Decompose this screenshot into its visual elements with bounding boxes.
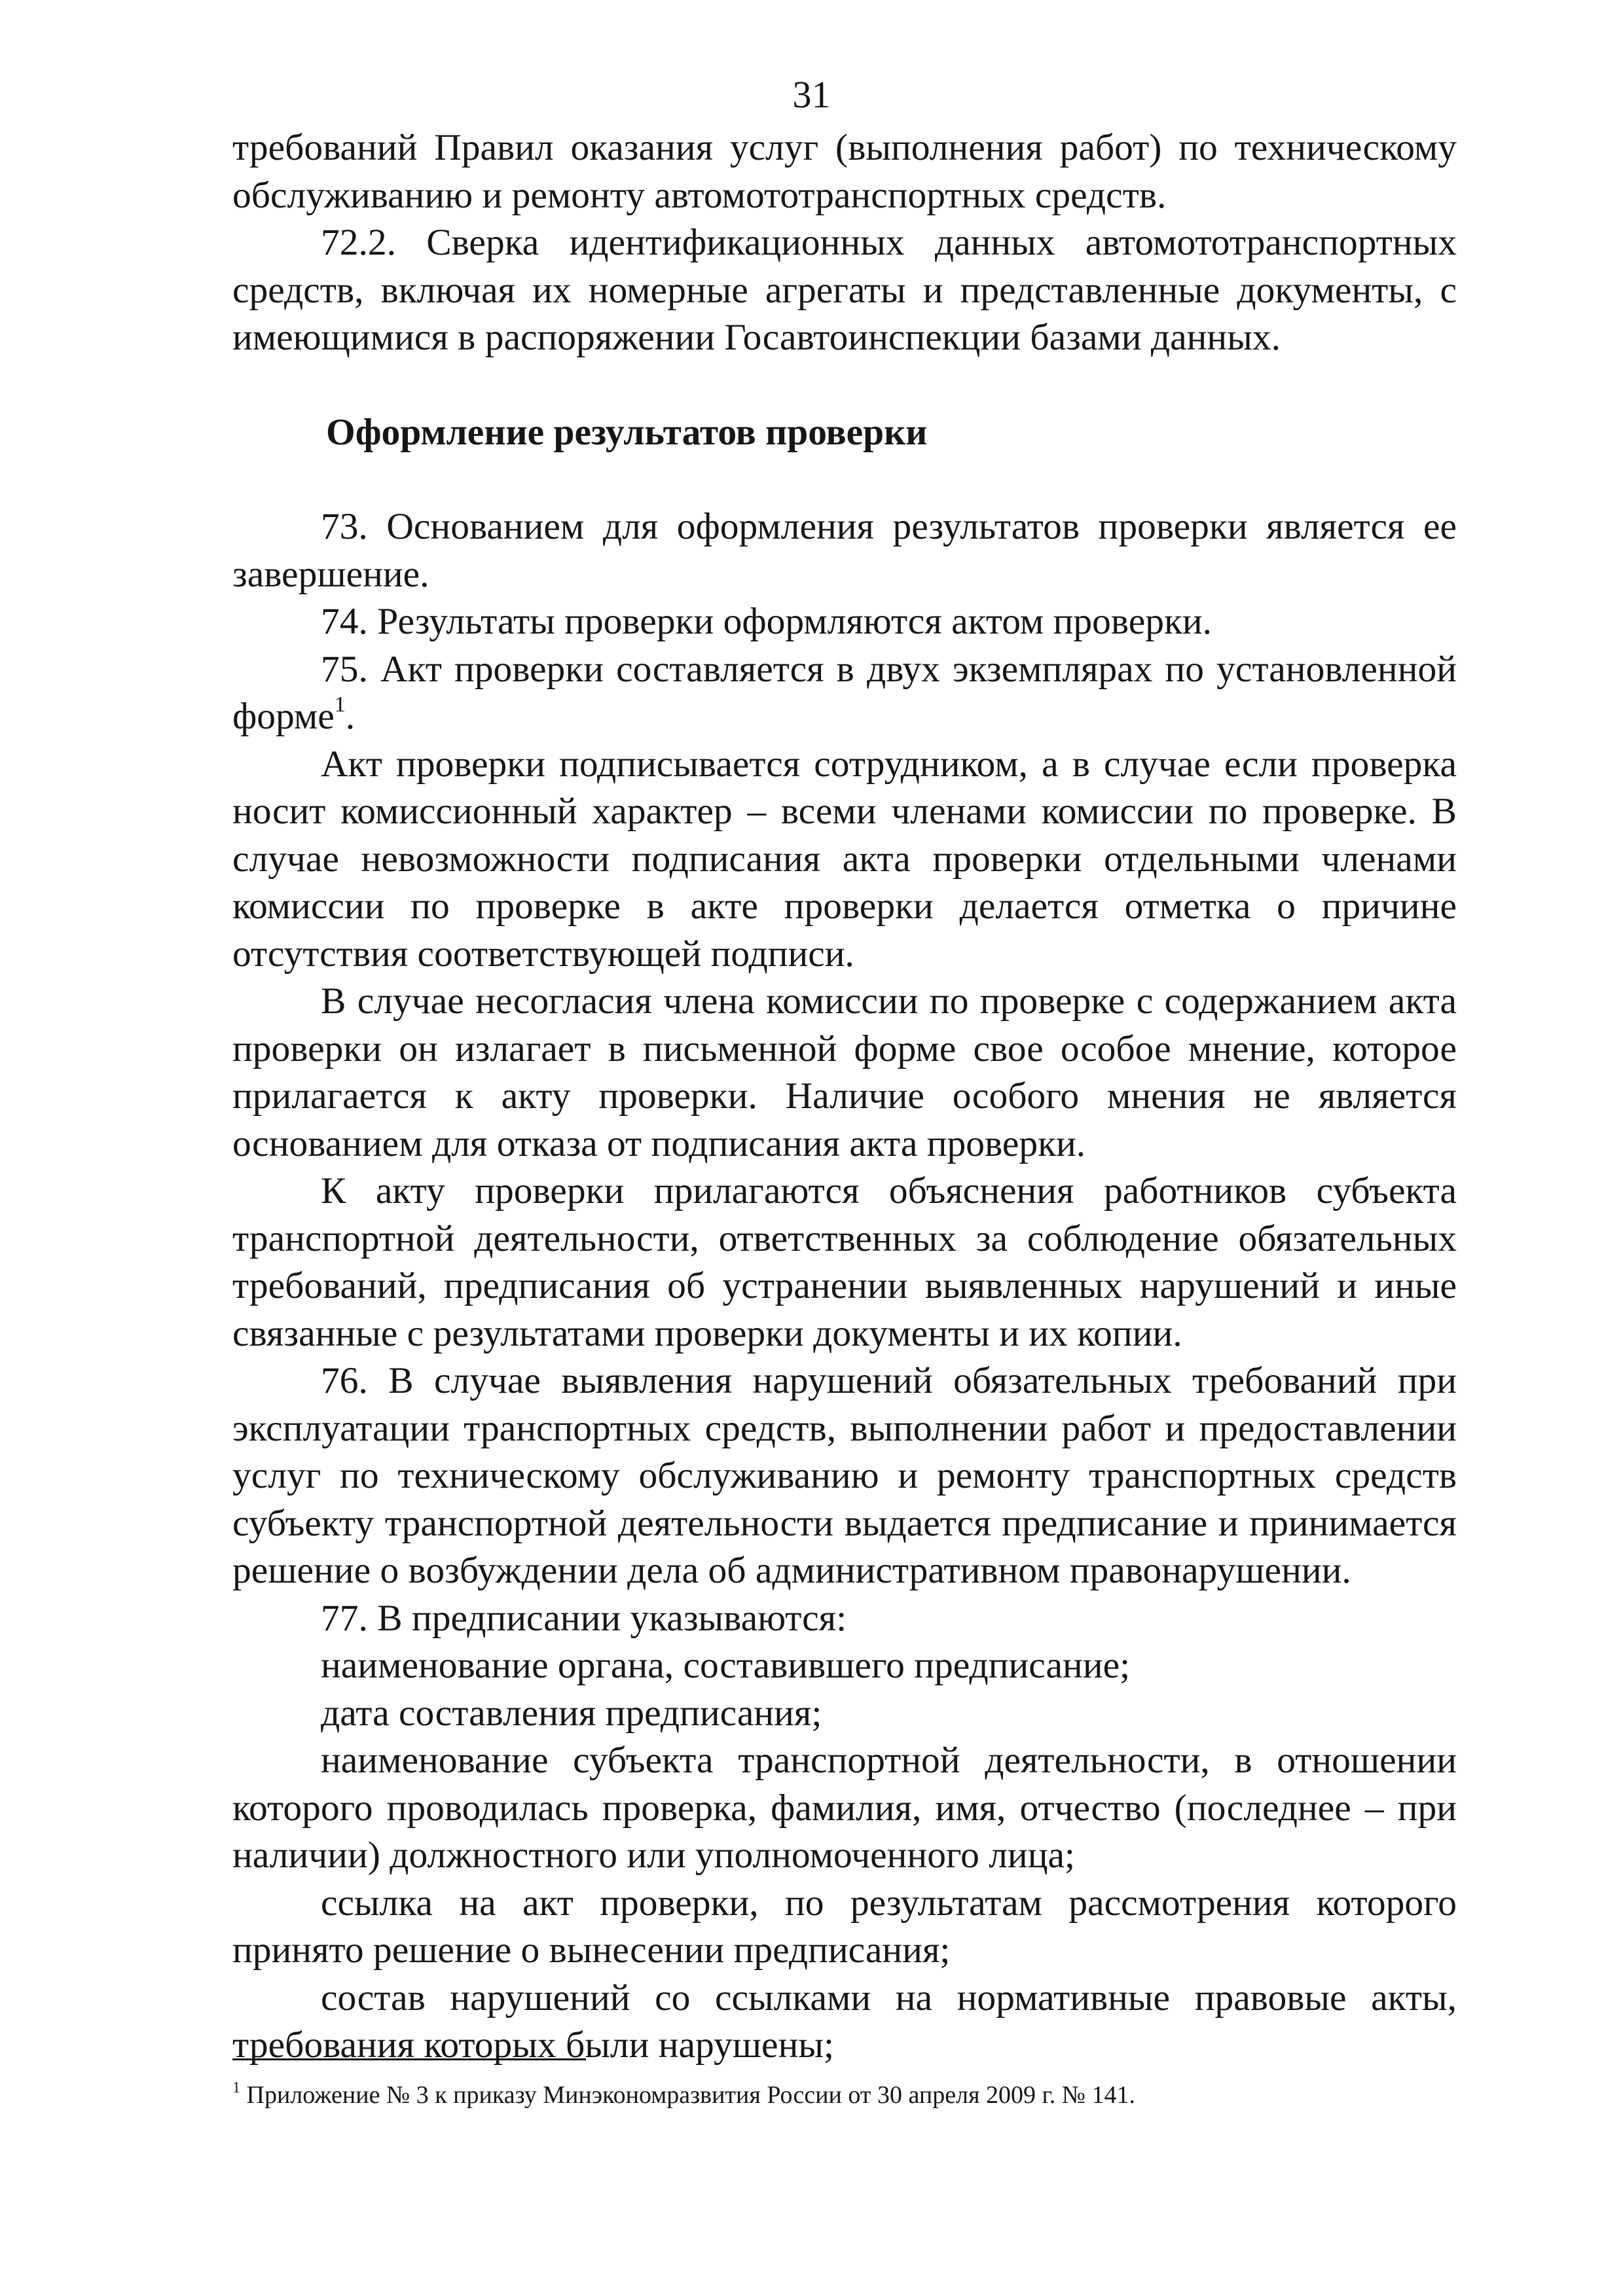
list-item: дата составления предписания; (321, 1692, 822, 1734)
paragraph-75-text: 75. Акт проверки составляется в двух экземплярах по установленной форме (232, 648, 1457, 737)
footnote-divider (232, 2058, 586, 2060)
list-item: ссылка на акт проверки, по результатам рассмотрения которого принято решение о вынесении предписания; (232, 1882, 1457, 1971)
footnote (232, 2080, 1457, 2110)
footnote-reference: 1 (334, 692, 346, 717)
paragraph: требований Правил оказания услуг (выполнения работ) по техническому обслуживанию и ремонту автомототранспортных средств. (232, 127, 1457, 216)
paragraph: Акт проверки подписывается сотрудником, а в случае если проверка носит комиссионный характер – всеми членами комиссии по проверке. В случае невозможности подписания акта проверки отдельными членами комиссии по проверке в акте проверки делается отметка о причине отсутствия соответствующей подписи. (232, 743, 1457, 975)
paragraph-75-end: . (345, 696, 356, 737)
list-item: наименование органа, составившего предписание; (321, 1645, 1131, 1686)
paragraph-74: 74. Результаты проверки оформляются актом проверки. (321, 601, 1213, 642)
paragraph-75 (232, 646, 1457, 741)
page-number: 31 (792, 73, 831, 116)
list-item: наименование субъекта транспортной деятельности, в отношении которого проводилась проверка, фамилия, имя, отчество (последнее – при наличии) должностного или уполномоченного лица; (232, 1740, 1457, 1876)
paragraph-77: 77. В предписании указываются: (321, 1597, 847, 1639)
footnote-marker: 1 (232, 2079, 240, 2096)
section-heading: Оформление результатов проверки (326, 411, 928, 453)
list-item: состав нарушений со ссылками на нормативные правовые акты, требования которых были нарушены; (232, 1977, 1457, 2066)
paragraph-73: 73. Основанием для оформления результатов проверки является ее завершение. (232, 506, 1457, 595)
paragraph-76: 76. В случае выявления нарушений обязательных требований при эксплуатации транспортных средств, выполнении работ и предоставлении услуг по техническому обслуживанию и ремонту транспортных средств субъекту транспортной деятельности выдается предписание и принимается решение о возбуждении дела об административном правонарушении. (232, 1360, 1457, 1591)
paragraph: К акту проверки прилагаются объяснения работников субъекта транспортной деятельности, ответственных за соблюдение обязательных требований, предписания об устранении выявленных нарушений и иные связанные с результатами проверки документы и их копии. (232, 1170, 1457, 1354)
document-body (232, 124, 1457, 2070)
paragraph-72-2: 72.2. Сверка идентификационных данных автомототранспортных средств, включая их номерные агрегаты и представленные документы, с имеющимися в распоряжении Госавтоинспекции базами данных. (232, 222, 1457, 358)
footnote-text: Приложение № 3 к приказу Минэкономразвития России от 30 апреля 2009 г. № 141. (240, 2081, 1136, 2109)
paragraph: В случае несогласия члена комиссии по проверке с содержанием акта проверки он излагает в письменной форме свое особое мнение, которое прилагается к акту проверки. Наличие особого мнения не является основанием для отказа от подписания акта проверки. (232, 980, 1457, 1164)
